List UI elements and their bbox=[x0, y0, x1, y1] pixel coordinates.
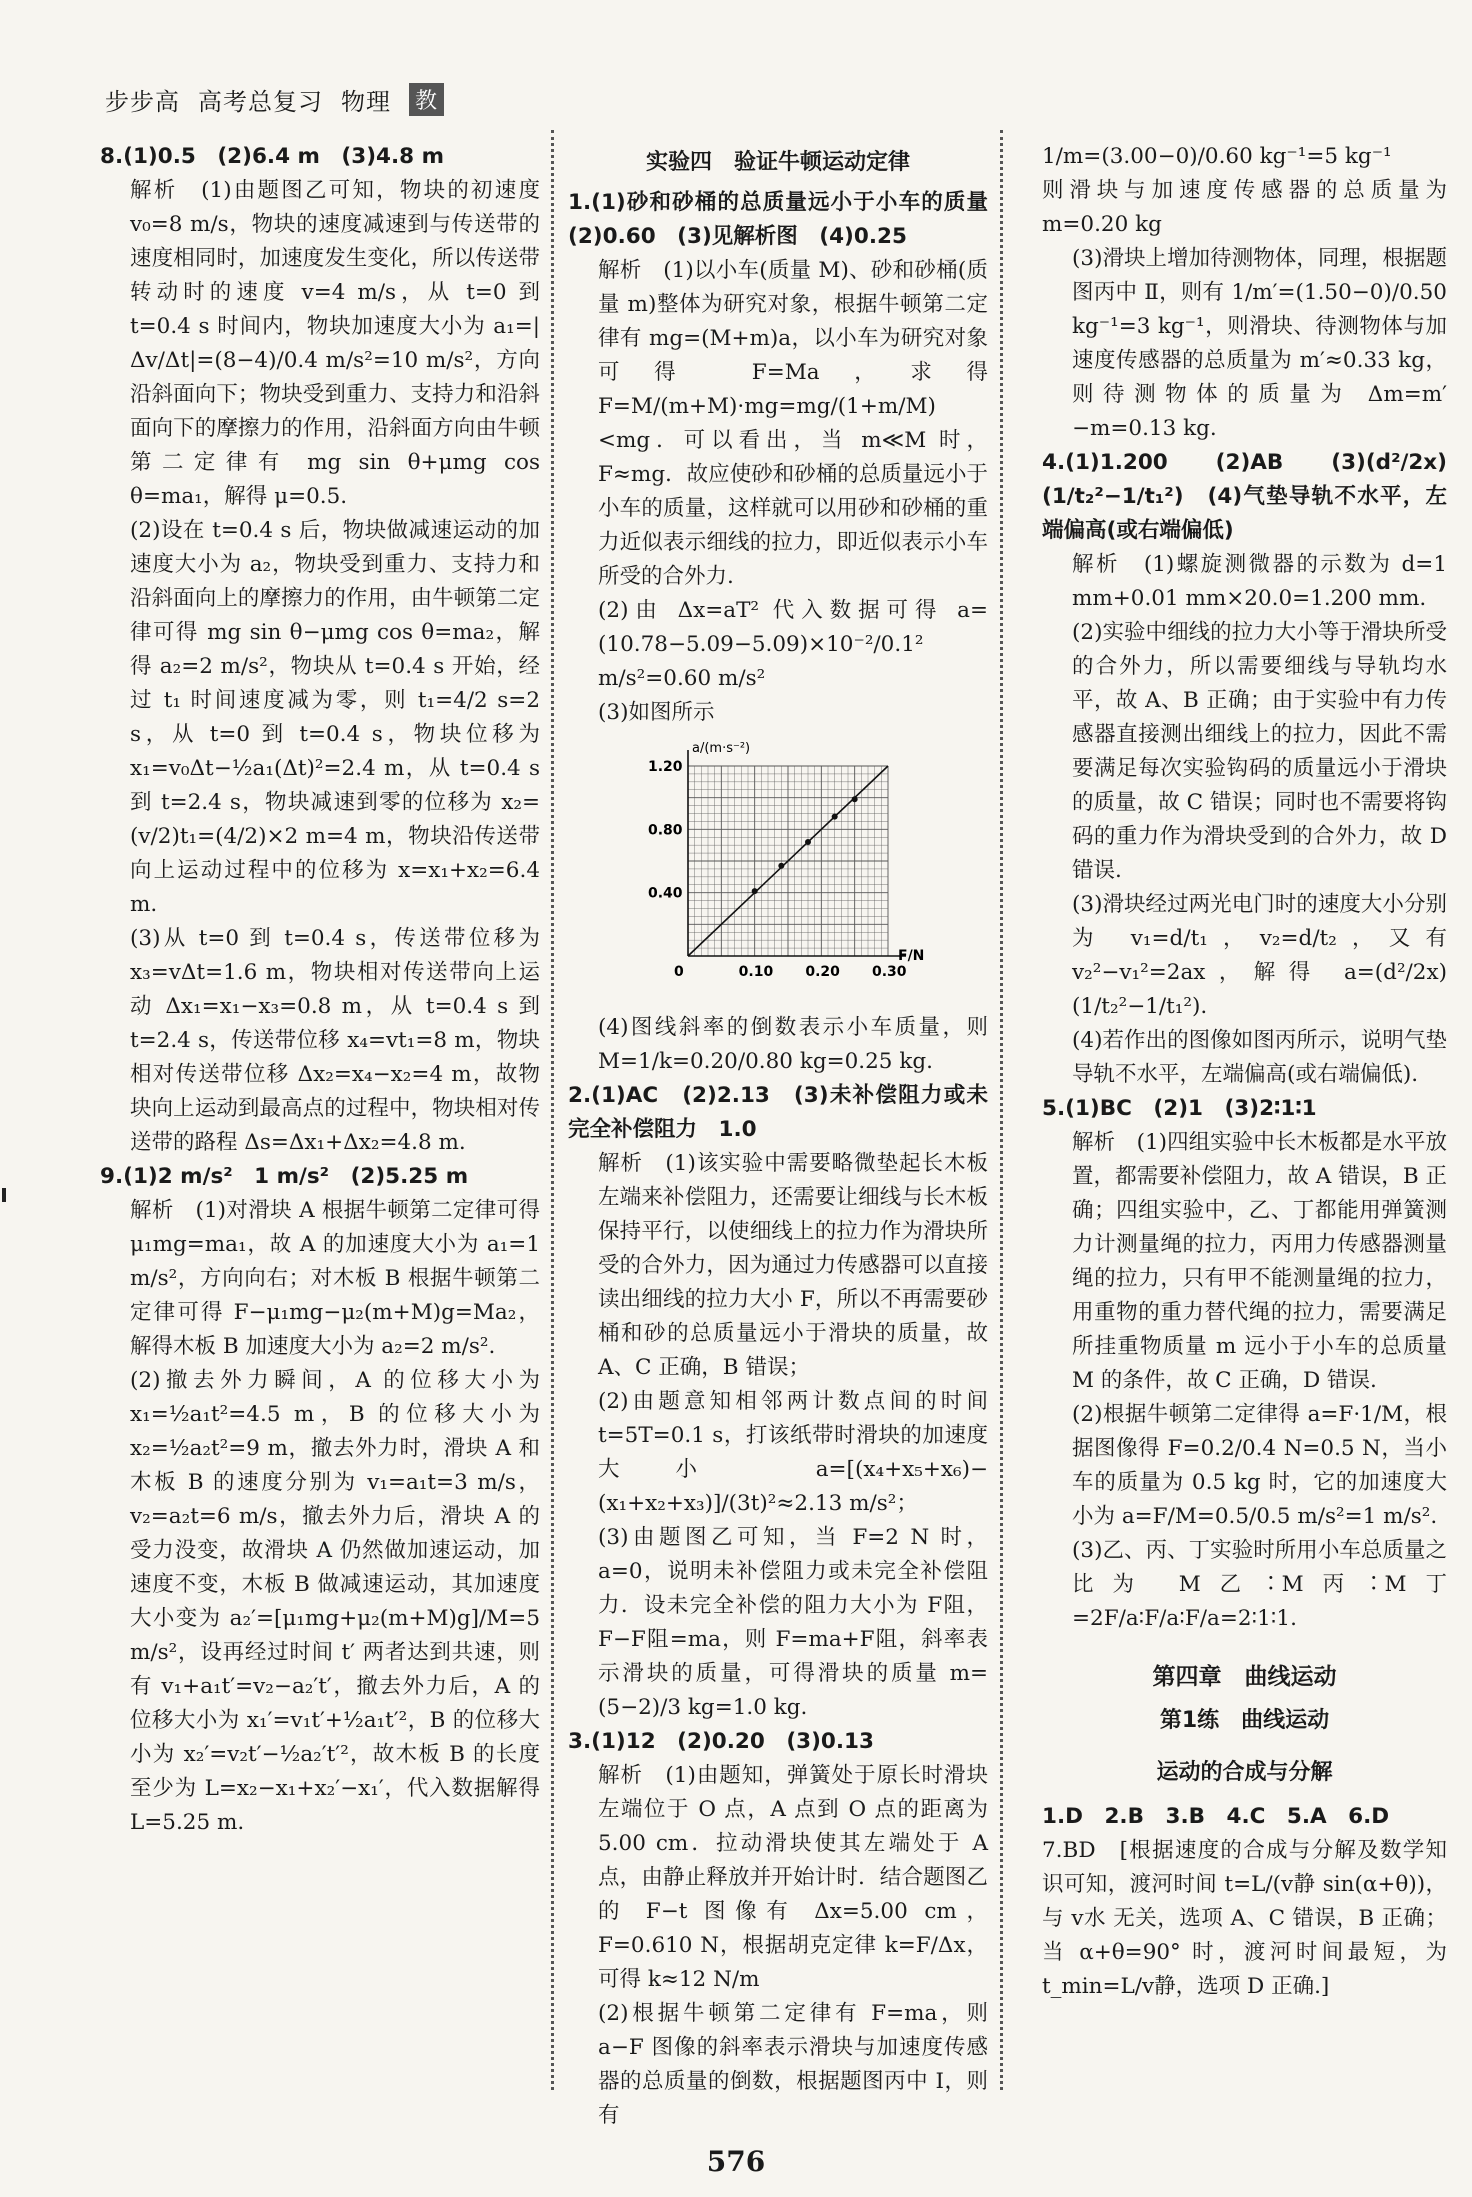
answer-8-part3: (3)从 t=0 到 t=0.4 s，传送带位移为 x₃=vΔt=1.6 m，物块相对传送带向上运动 Δx₁=x₁−x₃=0.8 m，从 t=0.4 s 到 t=2.4 s，传送带位移 x₄=vt₁=8 m，物块相对传送带位移 Δx₂=x₄−x₂=4 m，故物块向上运动到最高点的过程中，物块相对传送带的路程 Δs=Δx₁+Δx₂=4.8 m. bbox=[130, 926, 540, 1155]
answer-8-heading: 8.(1)0.5 (2)6.4 m (3)4.8 m bbox=[100, 144, 445, 169]
exp-answer-5-part1: 解析 (1)四组实验中长木板都是水平放置，都需要补偿阻力，故 A 错误，B 正确；四组实验中，乙、丁都能用弹簧测力计测量绳的拉力，丙用力传感器测量绳的拉力，只有甲不能测量绳的拉力，用重物的重力替代绳的拉力，需要满足所挂重物质量 m 远小于小车的总质量 M 的条件，故 C 正确，D 错误. bbox=[1072, 1130, 1447, 1393]
exp-answer-2-part3: (3)由题图乙可知，当 F=2 N 时，a=0，说明未补偿阻力或未完全补偿阻力．设未完全补偿的阻力大小为 F阻，F−F阻=ma，则 F=ma+F阻，斜率表示滑块的质量，可得滑块的质量 m=(5−2)/3 kg=1.0 kg. bbox=[598, 1525, 988, 1720]
data-point bbox=[832, 814, 838, 820]
answer-9-part2: (2)撤去外力瞬间，A 的位移大小为 x₁=½a₁t²=4.5 m，B 的位移大小为 x₂=½a₂t²=9 m，撤去外力时，滑块 A 和木板 B 的速度分别为 v₁=a₁t=3 m/s，v₂=a₂t=6 m/s，撤去外力后，滑块 A 的受力没变，故滑块 A 仍然做加速运动，加速度不变，木板 B 做减速运动，其加速度大小变为 a₂′=[μ₁mg+μ₂(m+M)g]/M=5 m/s²，设再经过时间 t′ 两者达到共速，则有 v₁+a₁t′=v₂−a₂′t′，撤去外力后，A 的位移大小为 x₁′=v₁t′+½a₁t′²，B 的位移大小为 x₂′=v₂t′−½a₂′t′²，故木板 B 的长度至少为 L=x₂−x₁+x₂′−x₁′，代入数据解得 L=5.25 m. bbox=[130, 1368, 540, 1835]
data-point bbox=[778, 863, 784, 869]
x-tick-label: 0.30 bbox=[872, 964, 907, 980]
answer-7: 7.BD [根据速度的合成与分解及数学知识可知，渡河时间 t=L/(v静 sin(α+θ))，与 v水 无关，选项 A、C 错误，B 正确；当 α+θ=90° 时，渡河时间最短，为 t_min=L/v静，选项 D 正确.] bbox=[1042, 1838, 1447, 1999]
chapter-title: 第四章 曲线运动 bbox=[1152, 1664, 1337, 1690]
y-axis-label: a/(m·s⁻²) bbox=[692, 741, 751, 756]
data-point bbox=[752, 888, 758, 894]
exp-answer-3-part2: (2)根据牛顿第二定律有 F=ma，则 a−F 图像的斜率表示滑块与加速度传感器的总质量的倒数，根据题图丙中 Ⅰ，则有 bbox=[598, 2001, 988, 2128]
exp-answer-5-part2: (2)根据牛顿第二定律得 a=F·1/M，根据图像得 F=0.2/0.4 N=0.5 N，当小车的质量为 0.5 kg 时，它的加速度大小为 a=F/M=0.5/0.5 m/s²=1 m/s². bbox=[1072, 1402, 1447, 1529]
column-1 bbox=[100, 140, 540, 1840]
page-header bbox=[105, 82, 444, 117]
exp-answer-4-part3: (3)滑块经过两光电门时的速度大小分别为 v₁=d/t₁，v₂=d/t₂，又有 v₂²−v₁²=2ax，解得 a=(d²/2x)(1/t₂²−1/t₁²). bbox=[1072, 892, 1447, 1019]
x-tick-label: 0.20 bbox=[805, 964, 840, 980]
y-tick-label: 1.20 bbox=[648, 759, 683, 775]
exp-answer-4-part1: 解析 (1)螺旋测微器的示数为 d=1 mm+0.01 mm×20.0=1.200 mm. bbox=[1072, 552, 1447, 611]
answer-9-heading: 9.(1)2 m/s² 1 m/s² (2)5.25 m bbox=[100, 1164, 469, 1189]
book-name: 高考总复习 bbox=[198, 88, 323, 116]
answer-8-part2: (2)设在 t=0.4 s 后，物块做减速运动的加速度大小为 a₂，物块受到重力、支持力和沿斜面向上的摩擦力的作用，由牛顿第二定律可得 mg sin θ−μmg cos θ=ma₂，解得 a₂=2 m/s²，物块从 t=0.4 s 开始，经过 t₁ 时间速度减为零，则 t₁=4/2 s=2 s，从 t=0 到 t=0.4 s，物块位移为 x₁=v₀Δt−½a₁(Δt)²=2.4 m，从 t=0.4 s 到 t=2.4 s，物块减速到零的位移为 x₂=(v/2)t₁=(4/2)×2 m=4 m，物块沿传送带向上运动过程中的位移为 x=x₁+x₂=6.4 m. bbox=[130, 518, 540, 917]
exp-answer-1-part4: (4)图线斜率的倒数表示小车质量，则 M=1/k=0.20/0.80 kg=0.25 kg. bbox=[598, 1015, 988, 1074]
series-name: 步步高 bbox=[105, 88, 180, 116]
answer-9-part1: 解析 (1)对滑块 A 根据牛顿第二定律可得 μ₁mg=ma₁，故 A 的加速度大小为 a₁=1 m/s²，方向向右；对木板 B 根据牛顿第二定律可得 F−μ₁mg−μ₂(m+M)g=Ma₂，解得木板 B 加速度大小为 a₂=2 m/s². bbox=[130, 1198, 540, 1359]
exp-answer-2-part1: 解析 (1)该实验中需要略微垫起长木板左端来补偿阻力，还需要让细线与长木板保持平行，以使细线上的拉力作为滑块所受的合外力，因为通过力传感器可以直接读出细线的拉力大小 F，所以不再需要砂桶和砂的总质量远小于滑块的质量，故 A、C 正确，B 错误； bbox=[598, 1151, 988, 1380]
col3-line-2: (3)滑块上增加待测物体，同理，根据题图丙中 Ⅱ，则有 1/m′=(1.50−0)/0.50 kg⁻¹=3 kg⁻¹，则滑块、待测物体与加速度传感器的总质量为 m′≈0.33 kg，则待测物体的质量为 Δm=m′−m=0.13 kg. bbox=[1072, 246, 1447, 441]
answer-8-part1: 解析 (1)由题图乙可知，物块的初速度 v₀=8 m/s，物块的速度减速到与传送带的速度相同时，加速度发生变化，所以传送带转动时的速度 v=4 m/s，从 t=0 到 t=0.4 s 时间内，物块加速度大小为 a₁=|Δv/Δt|=(8−4)/0.4 m/s²=10 m/s²，方向沿斜面向下；物块受到重力、支持力和沿斜面向下的摩擦力的作用，沿斜面方向由牛顿第二定律有 mg sin θ+μmg cos θ=ma₁，解得 μ=0.5. bbox=[130, 178, 540, 509]
exp-answer-4-part4: (4)若作出的图像如图丙所示，说明气垫导轨不水平，左端偏高(或右端偏低). bbox=[1072, 1028, 1447, 1087]
a-f-chart-svg bbox=[628, 736, 948, 996]
exp-answer-3-heading: 3.(1)12 (2)0.20 (3)0.13 bbox=[568, 1729, 874, 1754]
exp-answer-1-heading: 1.(1)砂和砂桶的总质量远小于小车的质量 (2)0.60 (3)见解析图 (4)0.25 bbox=[568, 190, 1010, 249]
x-axis-label: F/N bbox=[898, 948, 925, 964]
col3-line-0: 1/m=(3.00−0)/0.60 kg⁻¹=5 kg⁻¹ bbox=[1042, 144, 1392, 169]
subject-name: 物理 bbox=[341, 88, 391, 116]
data-point bbox=[852, 796, 858, 802]
choice-answers: 1.D 2.B 3.B 4.C 5.A 6.D bbox=[1042, 1804, 1390, 1829]
exp-answer-2-heading: 2.(1)AC (2)2.13 (3)未补偿阻力或未完全补偿阻力 1.0 bbox=[568, 1083, 988, 1142]
column-divider-2 bbox=[1000, 130, 1003, 2090]
margin-mark bbox=[2, 1188, 6, 1202]
exp-answer-1-part2: (2)由 Δx=aT² 代入数据可得 a=(10.78−5.09−5.09)×10⁻²/0.1² m/s²=0.60 m/s² bbox=[598, 598, 988, 691]
exp-answer-3-part1: 解析 (1)由题知，弹簧处于原长时滑块左端位于 O 点，A 点到 O 点的距离为 5.00 cm．拉动滑块使其左端处于 A 点，由静止释放并开始计时．结合题图乙的 F−t 图像有 Δx=5.00 cm，F=0.610 N，根据胡克定律 k=F/Δx，可得 k≈12 N/m bbox=[598, 1763, 988, 1992]
col3-line-1: 则滑块与加速度传感器的总质量为 m=0.20 kg bbox=[1042, 178, 1447, 237]
column-3 bbox=[1042, 140, 1447, 2004]
column-divider-1 bbox=[551, 130, 554, 2090]
x-tick-label: 0.10 bbox=[738, 964, 774, 980]
exp-answer-5-part3: (3)乙、丙、丁实验时所用小车总质量之比为 M乙∶M丙∶M丁=2F/a∶F/a∶F/a=2∶1∶1. bbox=[1072, 1538, 1447, 1631]
exp-answer-4-heading: 4.(1)1.200 (2)AB (3)(d²/2x)(1/t₂²−1/t₁²) (4)气垫导轨不水平，左端偏高(或右端偏低) bbox=[1042, 450, 1447, 543]
origin-label: 0 bbox=[674, 964, 684, 980]
a-f-chart bbox=[628, 736, 988, 1007]
edition-badge: 教 bbox=[409, 83, 444, 116]
experiment-title: 实验四 验证牛顿运动定律 bbox=[645, 150, 910, 175]
exp-answer-5-heading: 5.(1)BC (2)1 (3)2∶1∶1 bbox=[1042, 1096, 1317, 1121]
lesson-title: 第1练 曲线运动 bbox=[1159, 1708, 1330, 1733]
section-title: 运动的合成与分解 bbox=[1156, 1760, 1333, 1785]
exp-answer-1-part3: (3)如图所示 bbox=[598, 700, 715, 725]
page-number: 576 bbox=[706, 2145, 766, 2178]
exp-answer-2-part2: (2)由题意知相邻两计数点间的时间 t=5T=0.1 s，打该纸带时滑块的加速度大小 a=[(x₄+x₅+x₆)−(x₁+x₂+x₃)]/(3t)²≈2.13 m/s²； bbox=[598, 1389, 988, 1516]
exp-answer-4-part2: (2)实验中细线的拉力大小等于滑块所受的合外力，所以需要细线与导轨均水平，故 A、B 正确；由于实验中有力传感器直接测出细线上的拉力，因此不需要满足每次实验钩码的质量远小于滑块的质量，故 C 错误；同时也不需要将钩码的重力作为滑块受到的合外力，故 D 错误. bbox=[1072, 620, 1447, 883]
column-2 bbox=[568, 140, 1010, 2133]
y-tick-label: 0.80 bbox=[648, 822, 683, 839]
exp-answer-1-part1: 解析 (1)以小车(质量 M)、砂和砂桶(质量 m)整体为研究对象，根据牛顿第二定律有 mg=(M+m)a，以小车为研究对象可得 F=Ma，求得 F=M/(m+M)·mg=mg/(1+m/M)<mg．可以看出，当 m≪M 时，F≈mg．故应使砂和砂桶的总质量远小于小车的质量，这样就可以用砂和砂桶的重力近似表示细线的拉力，即近似表示小车所受的合外力. bbox=[598, 258, 988, 589]
data-point bbox=[805, 839, 811, 845]
y-tick-label: 0.40 bbox=[648, 885, 683, 902]
